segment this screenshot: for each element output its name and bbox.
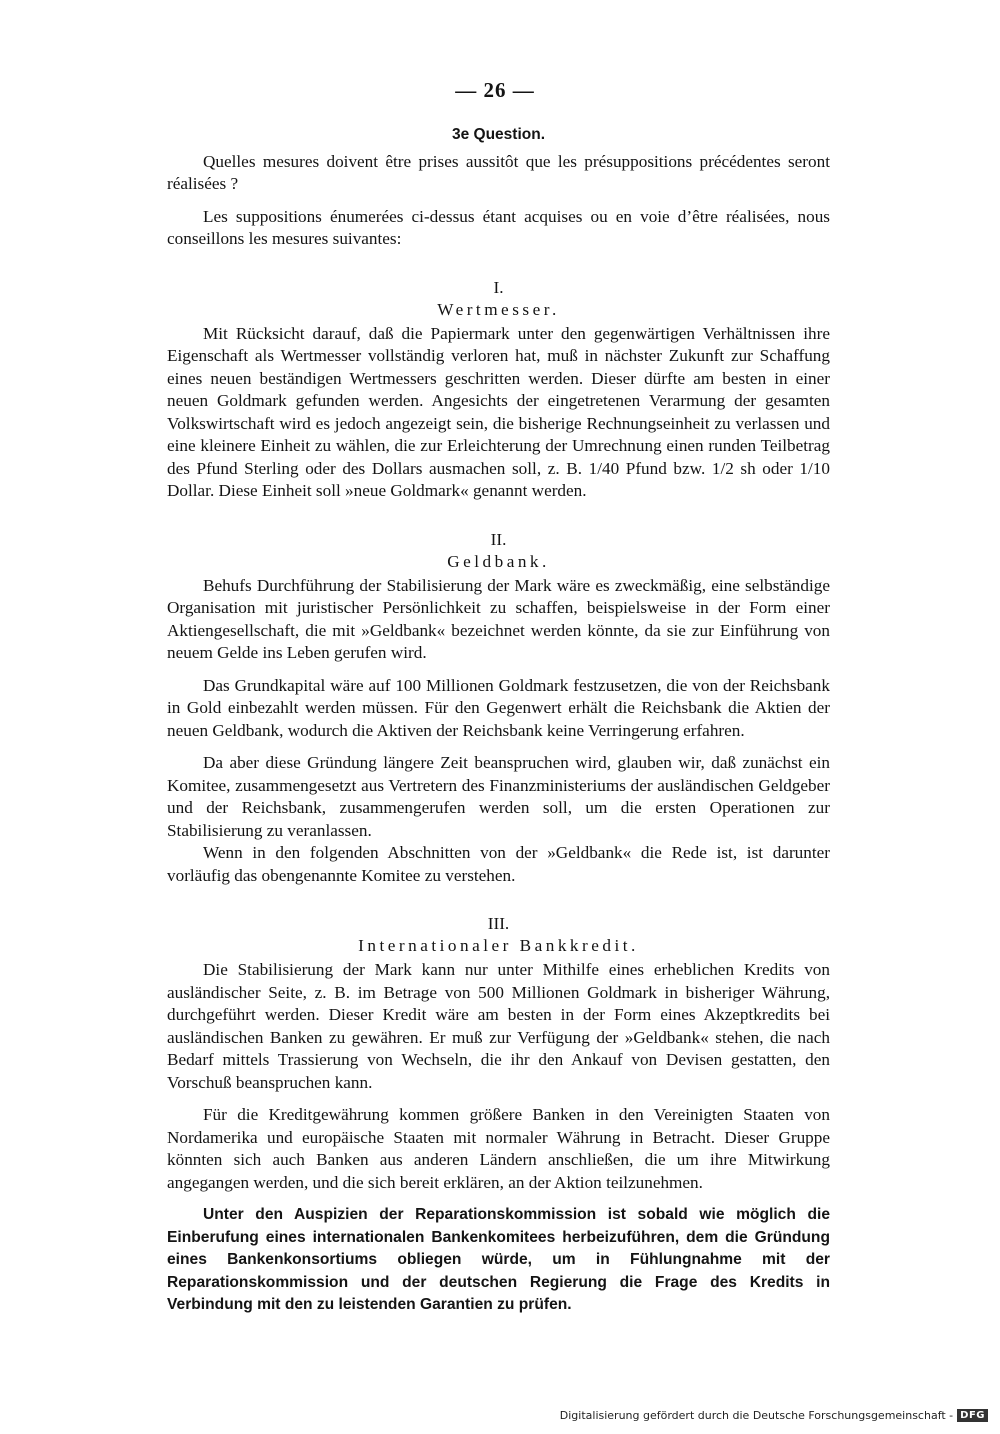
document-body — [167, 124, 830, 1317]
footer-text: Digitalisierung gefördert durch die Deutsche Forschungsgemeinschaft - — [559, 1409, 954, 1422]
section-number: II. — [490, 529, 507, 549]
paragraph: Unter den Auspizien der Reparationskommission ist sobald wie möglich die Einberufung eines internationalen Bankenkomitees herbeizuführen, dem die Gründung eines Bankenkonsortiums obliegen würde, um in Fühlungnahme mit der Reparationskommission und der deutschen Regierung die Frage des Kredits in Verbindung mit den zu leistenden Garantien zu prüfen. — [167, 1206, 830, 1313]
dfg-logo-icon: DFG — [957, 1409, 988, 1422]
paragraph: Behufs Durchführung der Stabilisierung der Mark wäre es zweckmäßig, eine selbständige Organisation mit juristischer Persönlichkeit zu schaffen, beispielsweise in der Form einer Aktiengesellschaft, die mit »Geldbank« bezeichnet werden könnte, da sie zur Einführung von neuem Gelde ins Leben gerufen wird. — [167, 575, 830, 662]
footer — [560, 1409, 988, 1422]
section-title: Wertmesser. — [437, 299, 560, 319]
bold-paragraph-block — [167, 1204, 830, 1317]
paragraph: Mit Rücksicht darauf, daß die Papiermark unter den gegenwärtigen Verhältnissen ihre Eigenschaft als Wertmesser vollständig verloren hat, muß in nächster Zukunft zur Schaffung eines neuen beständigen Wertmessers geschritten werden. Dieser dürfte am besten in einer neuen Goldmark gefunden werden. Angesichts der eingetretenen Verarmung der gesamten Volkswirtschaft wird es jedoch angezeigt sein, die bisherige Rechnungseinheit zu verlassen und eine kleinere Einheit zu wählen, die zur Erleichterung der Umrechnung einen runden Teilbetrag des Pfund Sterling oder des Dollars ausmachen soll, z. B. 1/40 Pfund bzw. 1/2 sh oder 1/10 Dollar. Diese Einheit soll »neue Goldmark« genannt werden. — [167, 323, 830, 500]
paragraph: Da aber diese Gründung längere Zeit beanspruchen wird, glauben wir, daß zunächst ein Komitee, zusammengesetzt aus Vertretern des Finanzministeriums der ausländischen Geldgeber und der Reichsbank, zusammengerufen werden soll, um die ersten Operationen zur Stabilisierung zu veranlassen. — [167, 753, 830, 840]
question-title: 3e Question. — [451, 126, 546, 143]
paragraph: Wenn in den folgenden Abschnitten von der »Geldbank« die Rede ist, ist darunter vorläufig das obengenannte Komitee zu verstehen. — [167, 843, 830, 885]
paragraph: Das Grundkapital wäre auf 100 Millionen Goldmark festzusetzen, die von der Reichsbank in Gold einbezahlt werden müssen. Für den Gegenwert erhält die Reichsbank die Aktien der neuen Geldbank, wodurch die Aktiven der Reichsbank keine Verringerung erfahren. — [167, 675, 830, 740]
section-title: Internationaler Bankkredit. — [358, 936, 639, 955]
paragraph: Für die Kreditgewährung kommen größere Banken in den Vereinigten Staaten von Nordamerika und europäische Staaten mit normaler Währung in Betracht. Dieser Gruppe könnten sich auch Banken aus anderen Ländern anschließen, die um ihre Mitwirkung angegangen werden, und die sich bereit erklären, an der Aktion teilzunehmen. — [167, 1105, 830, 1192]
intro-paragraph: Les suppositions énumerées ci-dessus étant acquises ou en voie d’être réalisées, nous conseillons les mesures suivantes: — [167, 206, 830, 248]
section-number: I. — [493, 277, 504, 297]
section-title: Geldbank. — [447, 551, 550, 571]
question-text: Quelles mesures doivent être prises aussitôt que les présuppositions précédentes seront réalisées ? — [167, 151, 830, 193]
paragraph: Die Stabilisierung der Mark kann nur unter Mithilfe eines erheblichen Kredits von ausländischer Seite, z. B. im Betrage von 500 Millionen Goldmark in bisheriger Währung, durchgeführt werden. Dieser Kredit wäre am besten in der Form eines Akzeptkredits bei ausländischen Banken zu gewähren. Er muß zur Verfügung der »Geldbank« stehen, die nach Bedarf mittels Trassierung von Wechseln, die ihr den Ankauf von Devisen gestatten, den Vorschuß beanspruchen kann. — [167, 960, 830, 1092]
page-number: — 26 — — [455, 78, 535, 102]
section-number: III. — [487, 914, 510, 933]
